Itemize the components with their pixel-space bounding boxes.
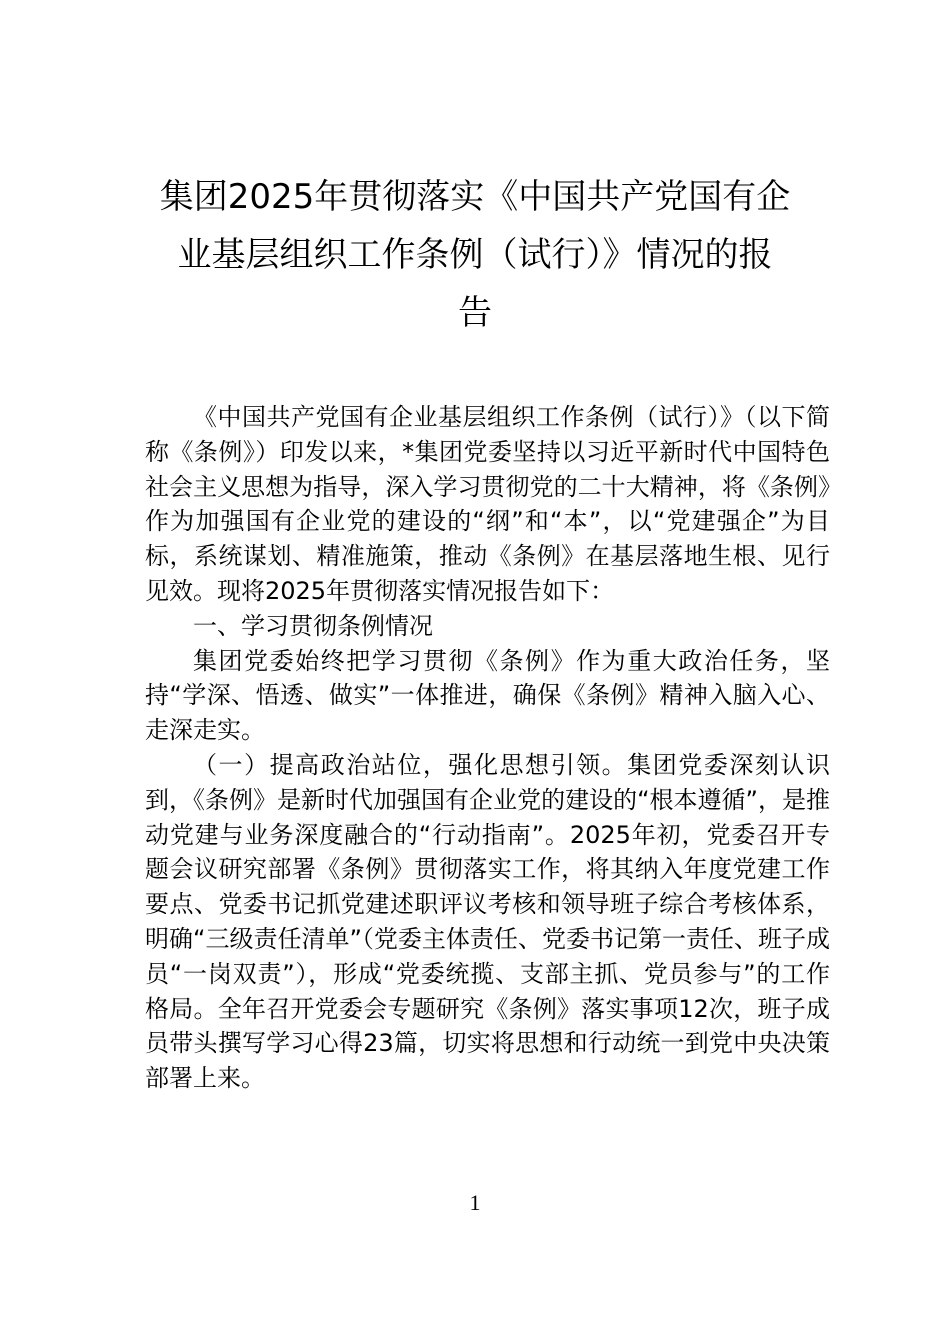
title-line-3: 告 xyxy=(458,293,492,333)
title-line-2: 业基层组织工作条例（试行）》情况的报 xyxy=(177,235,773,275)
document-title xyxy=(130,168,820,342)
document-body xyxy=(145,400,830,1096)
section-1-item-1-paragraph: （一）提高政治站位，强化思想引领。集团党委深刻认识到，《条例》是新时代加强国有企业党的建设的“根本遵循”，是推动党建与业务深度融合的“行动指南”。2025年初，党委召开专题会议研究部署《条例》贯彻落实工作，将其纳入年度党建工作要点、党委书记抓党建述职评议考核和领导班子综合考核体系，明确“三级责任清单”（党委主体责任、党委书记第一责任、班子成员“一岗双责”），形成“党委统揽、支部主抓、党员参与”的工作格局。全年召开党委会专题研究《条例》落实事项12次，班子成员带头撰写学习心得23篇，切实将思想和行动统一到党中央决策部署上来。 xyxy=(145,750,830,1093)
section-1-heading: 一、学习贯彻条例情况 xyxy=(193,611,433,640)
title-line-1: 集团2025年贯彻落实《中国共产党国有企 xyxy=(159,177,791,217)
section-1-intro-paragraph: 集团党委始终把学习贯彻《条例》作为重大政治任务，坚持“学深、悟透、做实”一体推进，确保《条例》精神入脑入心、走深走实。 xyxy=(145,646,830,745)
page-number: 1 xyxy=(469,1190,481,1215)
intro-paragraph: 《中国共产党国有企业基层组织工作条例（试行）》（以下简称《条例》）印发以来，*集团党委坚持以习近平新时代中国特色社会主义思想为指导，深入学习贯彻党的二十大精神，将《条例》作为加强国有企业党的建设的“纲”和“本”，以“党建强企”为目标，系统谋划、精准施策，推动《条例》在基层落地生根、见行见效。现将2025年贯彻落实情况报告如下： xyxy=(145,403,830,605)
